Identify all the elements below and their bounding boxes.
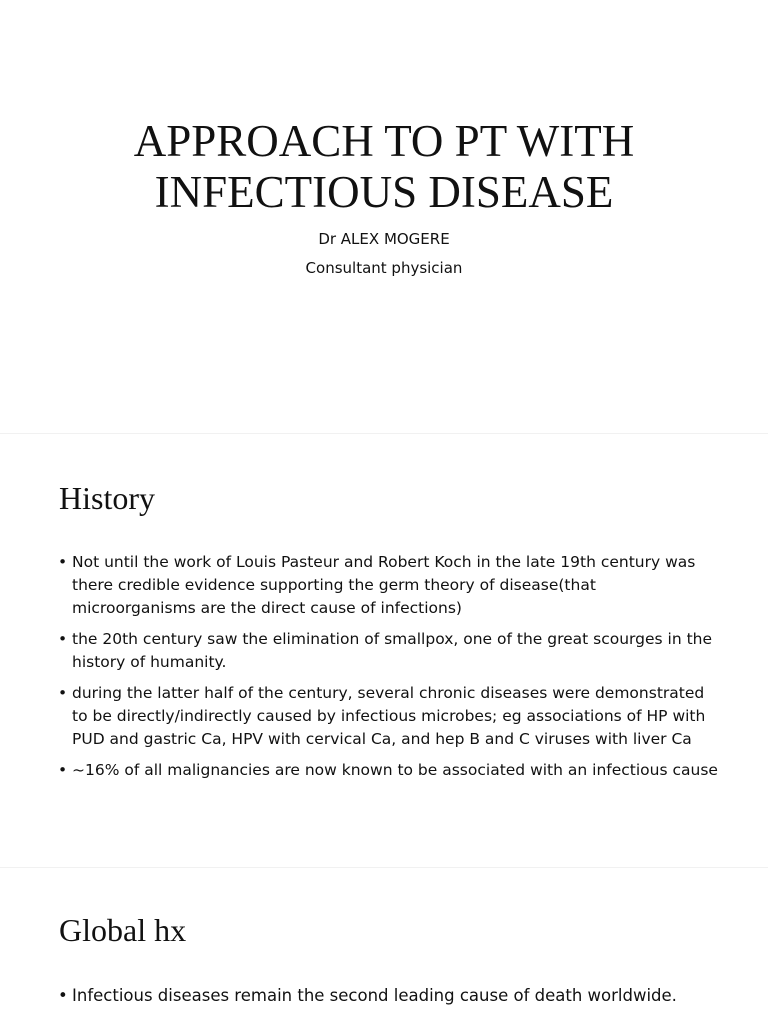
list-item	[58, 628, 718, 674]
title-line-1: APPROACH TO PT WITH	[133, 116, 635, 166]
bullet-icon: •	[58, 761, 68, 779]
list-item-text: the 20th century saw the elimination of smallpox, one of the great scourges in the history of humanity.	[72, 630, 713, 671]
title-line-2: INFECTIOUS DISEASE	[154, 167, 614, 217]
list-item	[58, 551, 718, 620]
bullet-list	[58, 984, 738, 1015]
list-item	[58, 682, 718, 751]
slide-heading: Global hx	[59, 912, 187, 948]
slide-heading: History	[59, 480, 155, 516]
list-item-text: ~16% of all malignancies are now known to be associated with an infectious cause	[72, 761, 718, 779]
bullet-icon: •	[58, 684, 68, 702]
list-item-text: during the latter half of the century, several chronic diseases were demonstrated to be directly/indirectly caused by infectious microbes; eg associations of HP with PUD and gastric Ca, HPV with cervical Ca, and hep B and C viruses with liver Ca	[72, 684, 706, 748]
list-item-text: Not until the work of Louis Pasteur and Robert Koch in the late 19th century was there credible evidence supporting the germ theory of disease(that microorganisms are the direct cause of infections)	[72, 553, 696, 617]
global-hx-slide	[0, 868, 768, 1024]
title-slide	[0, 0, 768, 432]
list-item	[58, 984, 738, 1007]
presentation-title	[0, 116, 768, 218]
list-item	[58, 759, 718, 782]
author-name: Dr ALEX MOGERE	[318, 230, 450, 248]
bullet-list	[58, 551, 718, 790]
author-role: Consultant physician	[305, 259, 463, 277]
bullet-icon: •	[58, 553, 68, 571]
list-item-text: Infectious diseases remain the second leading cause of death worldwide.	[72, 986, 677, 1005]
bullet-icon: •	[58, 630, 68, 648]
history-slide	[0, 434, 768, 866]
bullet-icon: •	[58, 986, 68, 1005]
